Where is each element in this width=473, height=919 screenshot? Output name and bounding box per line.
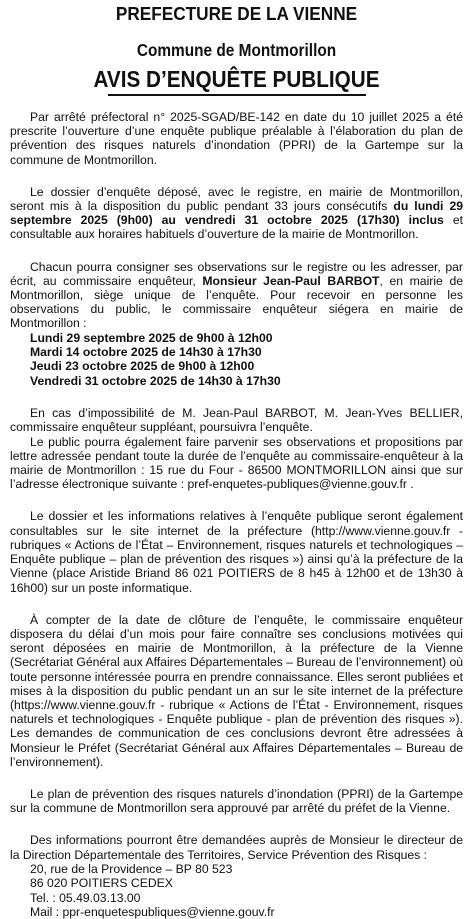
title-underline: [108, 94, 366, 96]
dossier-text-c: et consultable aux horaires habituels d’ouverture de la mairie de Montmorillon.: [10, 213, 463, 242]
paragraph-decree: Par arrêté préfectoral n° 2025-SGAD/BE-142 en date du 10 juillet 2025 a été prescrite l’ouverture d’une enquête publique préalable à l’élaboration du plan de prévention des risques naturels d’inondation (PPRI) de la Gartempe sur la commune de Montmorillon.: [10, 110, 463, 167]
contact-address: [30, 862, 463, 919]
address-email: Mail : ppr-enquetespubliques@vienne.gouv.fr: [30, 904, 275, 919]
enquiry-period: du lundi 29 septembre 2025 (9h00) au vendredi 31 octobre 2025 (17h30) inclus: [10, 199, 463, 228]
observations-text-c: , en mairie de Montmorillon, siège unique de l’enquête. Pour recevoir en personne les observations du public, le commissaire enquêteur siégera en mairie de Montmorillon :: [10, 273, 464, 331]
prefecture-heading: PREFECTURE DE LA VIENNE: [115, 3, 358, 24]
permanence-item: Jeudi 23 octobre 2025 de 9h00 à 12h00: [30, 359, 255, 374]
paragraph-information: Des informations pourront être demandées auprès de Monsieur le directeur de la Direction Départementale des Territoires, Service Prévention des Risques :: [10, 833, 463, 862]
paragraph-mail: Le public pourra également faire parvenir ses observations et propositions par lettre adressée pendant toute la durée de l’enquête au commissaire-enquêteur à la mairie de Montmorillon : 15 rue du Four - 86500 MONTMORILLON ainsi que sur l’adresse électronique suivante : pref-enquetes-publiques@vienne.gouv.fr .: [10, 434, 463, 492]
paragraph-approval: Le plan de prévention des risques naturels d’inondation (PPRI) de la Gartempe sur la commune de Montmorillon sera approuvé par arrêté du préfet de la Vienne.: [10, 786, 463, 816]
notice-title: AVIS D’ENQUÊTE PUBLIQUE: [93, 66, 380, 92]
paragraph-online-dossier: Le dossier et les informations relatives à l’enquête publique seront également consultables sur le site internet de la préfecture (http://www.vienne.gouv.fr - rubriques « Actions de l’État – Environnement, risques naturels et technologiques – Enquête publique – plan de prévention des risques ») ainsi qu’à la préfecture de la Vienne (place Aristide Briand 86 021 POITIERS de 8 h45 à 12h00 et de 13h30 à 16h00) sur un poste informatique.: [10, 509, 463, 595]
permanence-item: Lundi 29 septembre 2025 de 9h00 à 12h00: [30, 330, 273, 345]
commune-heading: Commune de Montmorillon: [136, 40, 337, 60]
address-line: 86 020 POITIERS CEDEX: [30, 876, 173, 891]
observations-text-a: Chacun pourra consigner ses observations sur le registre ou les adresser, par écrit, au commissaire enquêteur,: [10, 259, 463, 288]
paragraph-substitute: En cas d’impossibilité de M. Jean-Paul BARBOT, M. Jean-Yves BELLIER, commissaire enquêteur suppléant, poursuivra l’enquête.: [10, 406, 463, 435]
paragraph-dossier: [10, 185, 463, 242]
commissioner-name: Monsieur Jean-Paul BARBOT: [202, 273, 380, 288]
paragraph-observations: [10, 260, 463, 331]
address-phone: Tel. : 05.49.03.13.00: [30, 890, 141, 905]
permanence-item: Vendredi 31 octobre 2025 de 14h30 à 17h30: [30, 373, 281, 388]
paragraph-conclusions: À compter de la date de clôture de l’enquête, le commissaire enquêteur disposera du délai d’un mois pour faire connaître ses conclusions motivées qui seront déposées en mairie de Montmorillon, à la préfecture de la Vienne (Secrétariat Général aux Affaires Départementales – Bureau de l’environnement) où toute personne intéressée pourra en prendre connaissance. Elles seront publiées et mises à la disposition du public pendant un an sur le site internet de la préfecture (https://www.vienne.gouv.fr - rubrique « Actions de l’État - Environnement, risques naturels et technologiques - Enquête publique - plan de prévention des risques »). Les demandes de communication de ces conclusions devront être adressées à Monsieur le Préfet (Secrétariat Général aux Affaires Départementales – Bureau de l’environnement).: [10, 612, 463, 769]
permanence-item: Mardi 14 octobre 2025 de 14h30 à 17h30: [30, 345, 262, 360]
dossier-text-a: Le dossier d’enquête déposé, avec le registre, en mairie de Montmorillon, seront mis à la disposition du public pendant 33 jours consécutifs: [10, 184, 463, 214]
address-line: 20, rue de la Providence – BP 80 523: [30, 861, 233, 876]
permanence-list: [30, 331, 463, 389]
